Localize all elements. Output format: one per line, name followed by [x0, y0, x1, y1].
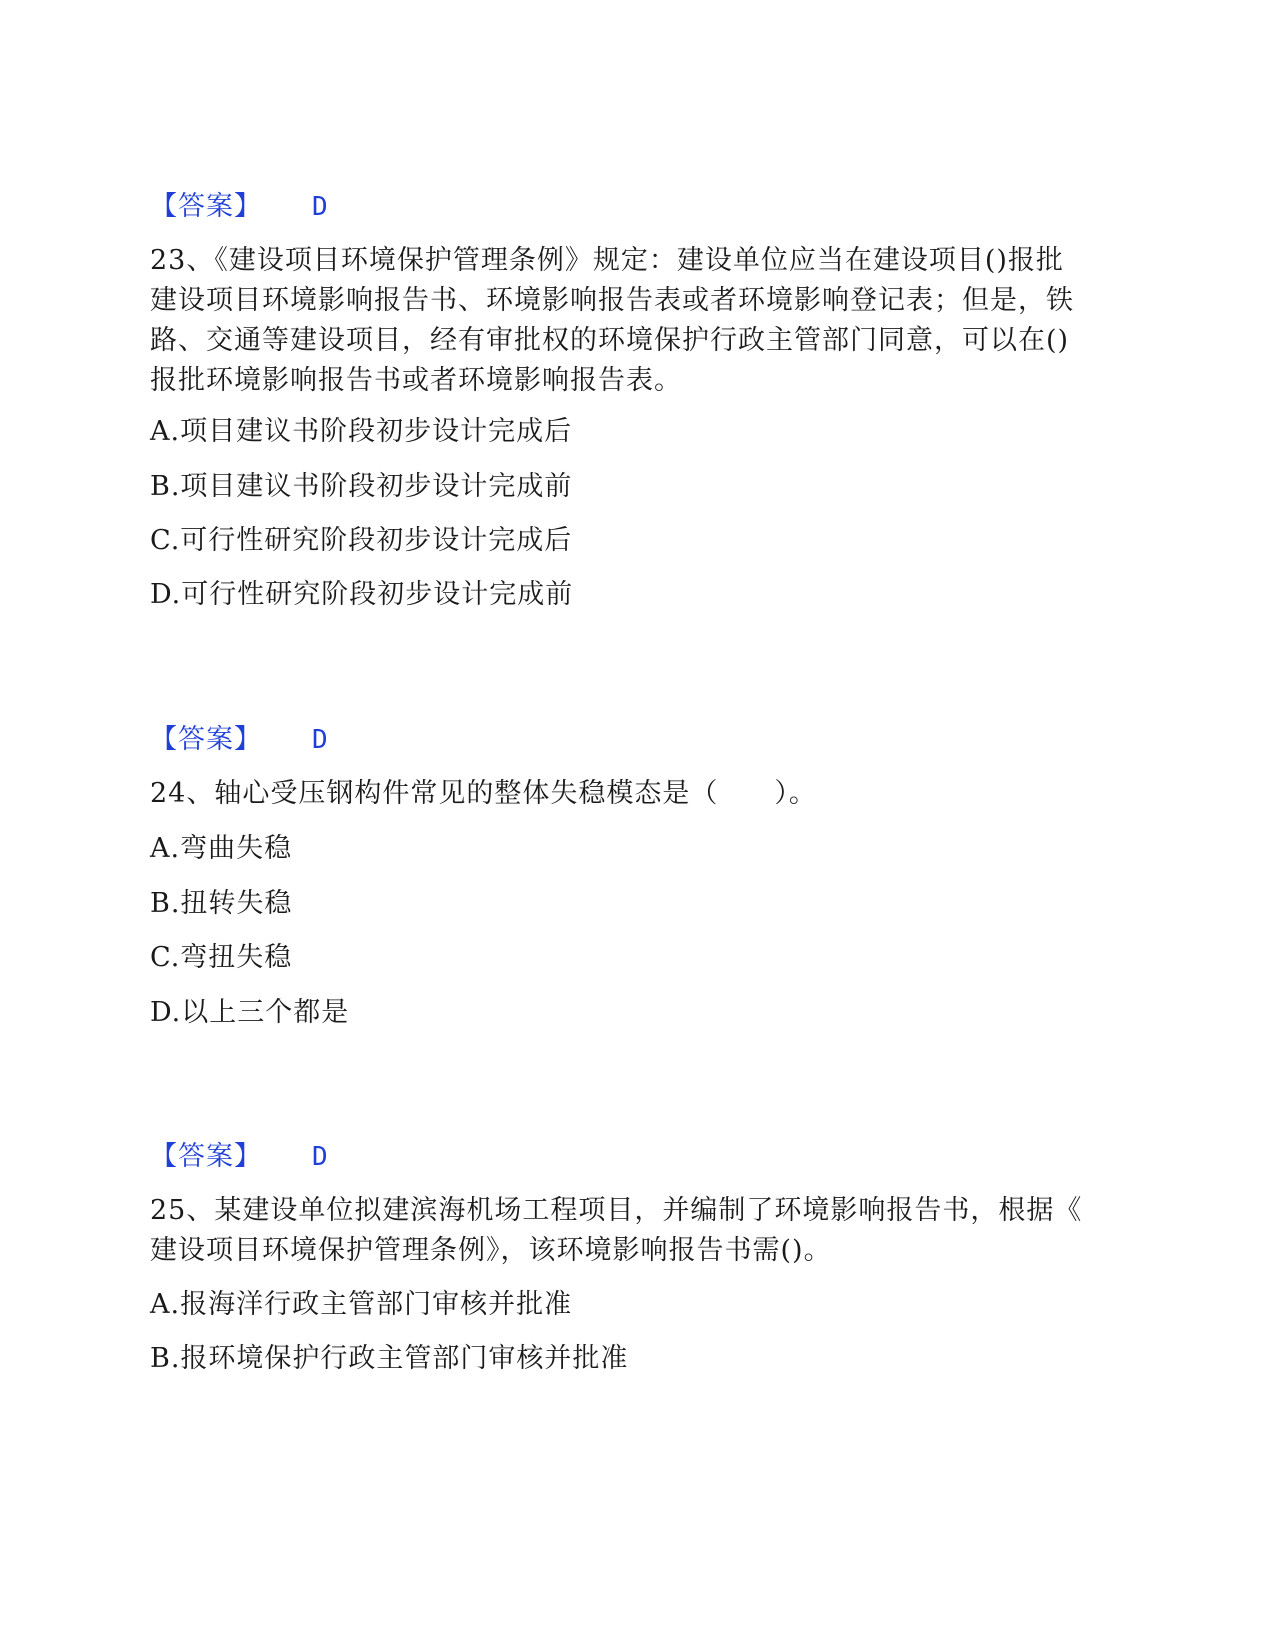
question-line: 报批环境影响报告书或者环境影响报告表。 [150, 365, 682, 396]
question-line: 23、《建设项目环境保护管理条例》规定：建设单位应当在建设项目()报批 [150, 245, 1064, 276]
option-b: B.项目建议书阶段初步设计完成前 [150, 471, 573, 502]
answer-tag: 【答案】 [150, 724, 262, 755]
answer-line [150, 187, 328, 227]
answer-line [150, 720, 328, 760]
question-line: 路、交通等建设项目，经有审批权的环境保护行政主管部门同意，可以在() [150, 325, 1070, 356]
question-stem-25 [150, 1191, 1110, 1271]
answer-tag: 【答案】 [150, 191, 262, 222]
answer-value: D [312, 1142, 328, 1172]
question-line: 24、轴心受压钢构件常见的整体失稳模态是（ ）。 [150, 778, 817, 809]
question-stem-23 [150, 241, 1110, 401]
option-d: D.以上三个都是 [150, 997, 350, 1028]
answer-line [150, 1137, 328, 1177]
option-c: C.可行性研究阶段初步设计完成后 [150, 525, 573, 556]
question-line: 25、某建设单位拟建滨海机场工程项目，并编制了环境影响报告书，根据《 [150, 1195, 1083, 1226]
option-c: C.弯扭失稳 [150, 942, 293, 973]
option-b: B.扭转失稳 [150, 888, 293, 919]
option-a: A.报海洋行政主管部门审核并批准 [150, 1289, 573, 1320]
answer-value: D [312, 725, 328, 755]
option-b: B.报环境保护行政主管部门审核并批准 [150, 1343, 629, 1374]
question-line: 建设项目环境保护管理条例》，该环境影响报告书需()。 [150, 1235, 832, 1266]
option-a: A.弯曲失稳 [150, 833, 293, 864]
answer-tag: 【答案】 [150, 1141, 262, 1172]
option-d: D.可行性研究阶段初步设计完成前 [150, 579, 574, 610]
question-stem-24 [150, 774, 1110, 814]
question-line: 建设项目环境影响报告书、环境影响报告表或者环境影响登记表；但是，铁 [150, 285, 1074, 316]
option-a: A.项目建议书阶段初步设计完成后 [150, 416, 573, 447]
answer-value: D [312, 192, 328, 222]
